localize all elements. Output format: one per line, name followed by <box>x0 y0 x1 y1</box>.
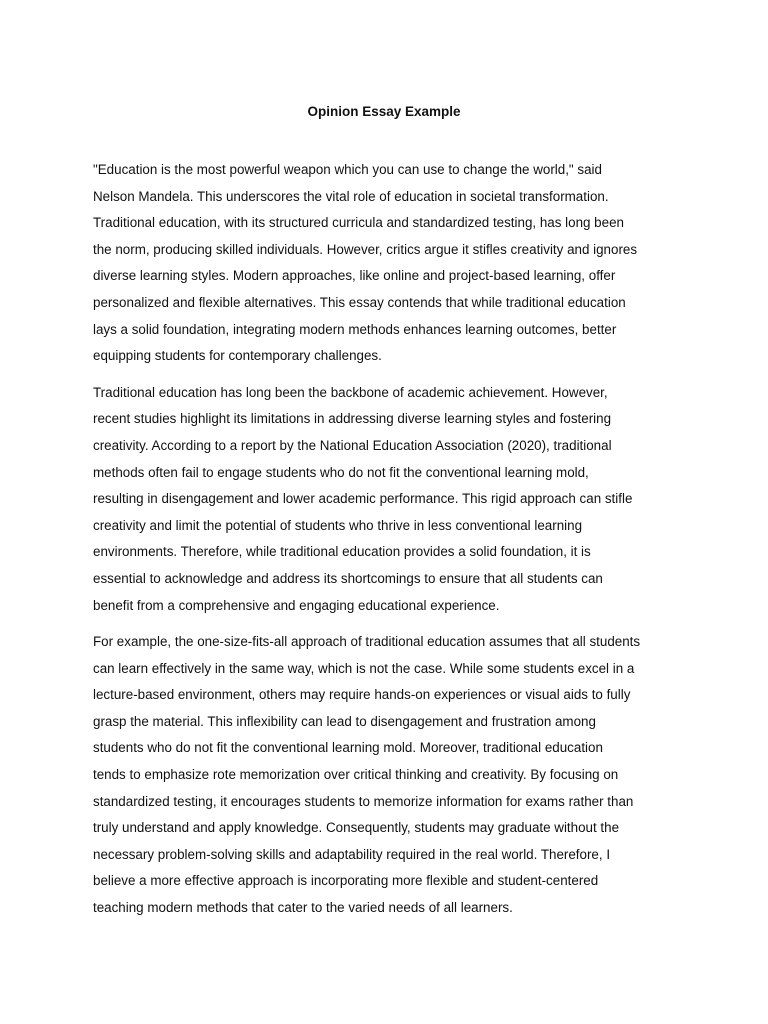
paragraph-line: "Education is the most powerful weapon which you can use to change the world," said <box>93 162 602 177</box>
paragraph-line: standardized testing, it encourages students to memorize information for exams rather than <box>93 793 634 809</box>
paragraph-line: Traditional education has long been the backbone of academic achievement. However, <box>93 384 608 400</box>
paragraph-line: benefit from a comprehensive and engaging educational experience. <box>93 597 500 613</box>
essay-title: Opinion Essay Example <box>307 104 461 119</box>
paragraph-3 <box>93 629 679 922</box>
paragraph-line: students who do not fit the conventional learning mold. Moreover, traditional education <box>93 740 603 756</box>
paragraph-line: grasp the material. This inflexibility can lead to disengagement and frustration among <box>93 713 596 729</box>
paragraph-line: the norm, producing skilled individuals. However, critics argue it stifles creativity and ignores <box>93 241 638 257</box>
paragraph-line: necessary problem-solving skills and adaptability required in the real world. Therefore, I <box>93 846 611 862</box>
paragraph-line: truly understand and apply knowledge. Consequently, students may graduate without the <box>93 820 620 836</box>
paragraph-line: creativity and limit the potential of students who thrive in less conventional learning <box>93 517 583 533</box>
paragraph-line: lays a solid foundation, integrating modern methods enhances learning outcomes, better <box>93 321 617 337</box>
essay-body <box>93 157 679 932</box>
paragraph-line: Nelson Mandela. This underscores the vital role of education in societal transformation. <box>93 188 609 204</box>
paragraph-line: recent studies highlight its limitations in addressing diverse learning styles and fostering <box>93 411 612 427</box>
paragraph-line: creativity. According to a report by the National Education Association (2020), traditional <box>93 437 612 453</box>
paragraph-line: For example, the one-size-fits-all approach of traditional education assumes that all students <box>93 634 641 650</box>
paragraph-line: believe a more effective approach is incorporating more flexible and student-centered <box>93 873 599 889</box>
paragraph-1 <box>93 157 679 370</box>
paragraph-line: essential to acknowledge and address its shortcomings to ensure that all students can <box>93 570 603 586</box>
paragraph-line: environments. Therefore, while traditional education provides a solid foundation, it is <box>93 544 591 560</box>
paragraph-2 <box>93 380 679 619</box>
paragraph-line: methods often fail to engage students who do not fit the conventional learning mold, <box>93 464 589 480</box>
paragraph-line: lecture-based environment, others may require hands-on experiences or visual aids to fully <box>93 687 631 703</box>
paragraph-line: diverse learning styles. Modern approaches, like online and project-based learning, offer <box>93 268 616 284</box>
paragraph-line: personalized and flexible alternatives. This essay contends that while traditional education <box>93 294 626 310</box>
paragraph-line: can learn effectively in the same way, which is not the case. While some students excel in a <box>93 660 635 676</box>
paragraph-line: Traditional education, with its structured curricula and standardized testing, has long been <box>93 215 624 231</box>
paragraph-line: tends to emphasize rote memorization over critical thinking and creativity. By focusing on <box>93 767 619 783</box>
paragraph-line: equipping students for contemporary challenges. <box>93 348 382 364</box>
paragraph-line: teaching modern methods that cater to the varied needs of all learners. <box>93 900 513 916</box>
paragraph-line: resulting in disengagement and lower academic performance. This rigid approach can stifle <box>93 491 633 507</box>
